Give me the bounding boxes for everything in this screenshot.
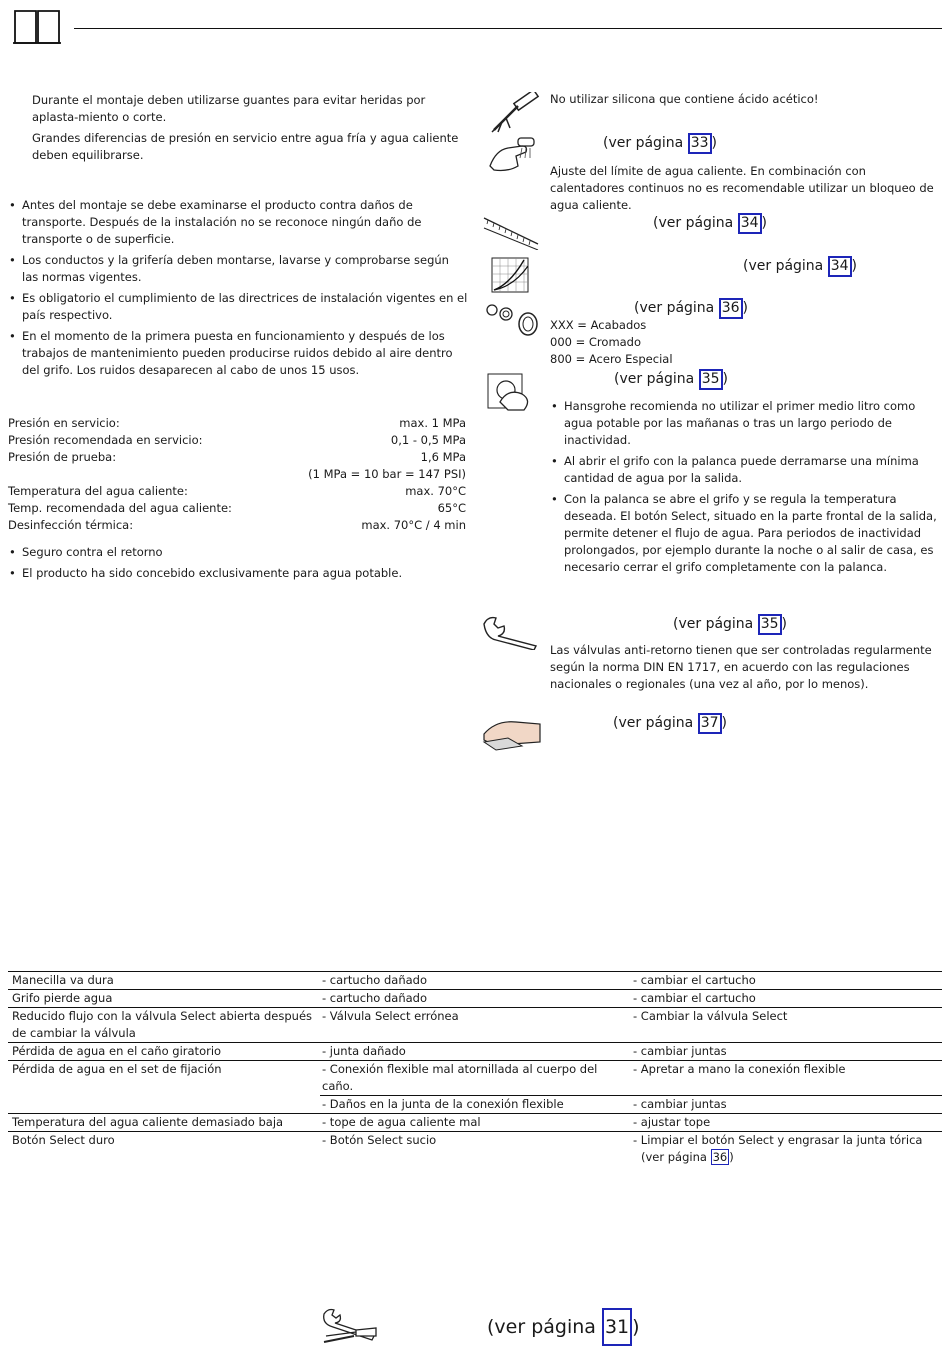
problem-cell: Reducido flujo con la válvula Select abierta después de cambiar la válvula — [12, 1009, 313, 1040]
list-item: • Es obligatorio el cumplimiento de las directrices de instalación vigentes en el país respectivo. — [8, 290, 468, 324]
finish-code: 800 = Acero Especial — [550, 352, 673, 366]
table-row — [8, 1008, 942, 1043]
spec-label: Temp. recomendada del agua caliente: — [8, 501, 232, 515]
problem-cell: Pérdida de agua en el set de fijación — [12, 1062, 222, 1076]
page-reference[interactable]: (ver página 34 ) — [743, 256, 857, 277]
remedy-cell: - ajustar tope — [633, 1115, 711, 1129]
page-reference[interactable]: (ver página 31 ) — [487, 1308, 640, 1346]
table-row — [8, 1132, 942, 1166]
spec-value: 1,6 MPa — [420, 450, 466, 464]
cause-cell: - cartucho dañado — [322, 991, 428, 1005]
finish-code: 000 = Cromado — [550, 335, 642, 349]
list-item: • En el momento de la primera puesta en funcionamiento y después de los trabajos de mantenimiento pueden producirse ruidos debido al aire dentro del grifo. Los ruidos desaparecen al cabo de unos 15 usos. — [8, 328, 468, 379]
page-number[interactable]: 35 — [699, 369, 723, 390]
spec-value: (1 MPa = 10 bar = 147 PSI) — [308, 467, 466, 481]
wrench-icon — [482, 614, 542, 650]
problem-cell: Manecilla va dura — [12, 973, 114, 987]
list-item: • Hansgrohe recomienda no utilizar el primer medio litro como agua potable por las mañanas o tras un largo periodo de inactividad. — [550, 398, 942, 449]
silicone-warning: No utilizar silicona que contiene ácido acético! — [550, 92, 819, 106]
table-row — [8, 1043, 942, 1061]
cleaning-hand-icon — [482, 712, 542, 752]
troubleshooting-table — [8, 971, 942, 1166]
table-row — [8, 972, 942, 990]
page-number[interactable]: 36 — [719, 298, 743, 319]
page-number[interactable]: 37 — [698, 713, 722, 734]
spec-row — [8, 449, 466, 466]
table-row — [8, 1061, 942, 1114]
page-reference[interactable]: (ver página 37 ) — [613, 713, 727, 734]
installation-notes — [8, 197, 468, 383]
header-rule — [74, 28, 942, 29]
cause-cell: - junta dañado — [322, 1044, 406, 1058]
remedy-cell — [631, 1132, 942, 1166]
remedy-cell: - cambiar el cartucho — [633, 973, 756, 987]
page-number[interactable]: 33 — [688, 133, 712, 154]
table-row — [8, 1114, 942, 1132]
page-number[interactable]: 34 — [738, 213, 762, 234]
hot-limit-text: Ajuste del límite de agua caliente. En combinación con calentadores continuos no es recomendable utilizar un bloqueo de agua caliente. — [550, 164, 934, 212]
product-notes — [8, 544, 468, 586]
spec-row — [8, 500, 466, 517]
list-item: • Antes del montaje se debe examinarse el producto contra daños de transporte. Después de la instalación no se reconoce ningún daño de transporte o de superficie. — [8, 197, 468, 248]
hand-shower-icon — [488, 136, 538, 174]
cause-cell: - tope de agua caliente mal — [322, 1115, 481, 1129]
cause-cell: - cartucho dañado — [322, 973, 428, 987]
tools-icon — [320, 1306, 380, 1348]
page-reference[interactable]: (ver página 36 ) — [634, 298, 748, 319]
spec-row — [8, 415, 466, 432]
list-item: • Con la palanca se abre el grifo y se regula la temperatura deseada. El botón Select, situado en la parte frontal de la salida, permite detener el flujo de agua. Para periodos de inactividad prolongados, por ejemplo durante la noche o al salir de casa, es necesario cerrar el grifo completamente con la palanca. — [550, 491, 942, 576]
spec-label: Presión recomendada en servicio: — [8, 433, 203, 447]
operation-notes — [550, 398, 942, 580]
remedy-cell: - cambiar juntas — [633, 1044, 727, 1058]
page-reference[interactable]: (ver página 33 ) — [603, 133, 717, 154]
caulking-gun-icon — [488, 92, 544, 134]
finish-codes — [550, 317, 942, 368]
spec-label: Desinfección térmica: — [8, 518, 134, 532]
spec-row — [8, 466, 466, 483]
list-item: • Seguro contra el retorno — [8, 544, 468, 561]
cause-cell: - Válvula Select errónea — [322, 1009, 459, 1023]
spec-label: Presión de prueba: — [8, 450, 117, 464]
spec-label: Temperatura del agua caliente: — [8, 484, 188, 498]
page-number[interactable]: 35 — [758, 614, 782, 635]
safety-paragraph: Durante el montaje deben utilizarse guantes para evitar heridas por aplasta-miento o corte. — [32, 93, 426, 124]
finish-code: XXX = Acabados — [550, 318, 647, 332]
remedy-cell: - Apretar a mano la conexión flexible — [633, 1062, 846, 1076]
spec-label: Presión en servicio: — [8, 416, 120, 430]
problem-cell: Botón Select duro — [12, 1133, 115, 1147]
spec-value: 0,1 - 0,5 MPa — [390, 433, 466, 447]
remedy-text: - Limpiar el botón Select y engrasar la junta tórica — [633, 1133, 923, 1147]
page-number[interactable]: 36 — [712, 1150, 728, 1164]
problem-cell: Pérdida de agua en el caño giratorio — [12, 1044, 222, 1058]
list-item: • Al abrir el grifo con la palanca puede derramarse una mínima cantidad de agua por la salida. — [550, 453, 942, 487]
page-reference[interactable]: (ver página 35 ) — [614, 369, 728, 390]
hand-lever-icon — [486, 372, 538, 412]
flow-diagram-icon — [490, 256, 532, 296]
cause-cell: - Daños en la junta de la conexión flexible — [322, 1097, 564, 1111]
remedy-cell: - cambiar el cartucho — [633, 991, 756, 1005]
page-number[interactable]: 34 — [828, 256, 852, 277]
technical-data — [8, 415, 466, 534]
spec-value: max. 70°C / 4 min — [361, 518, 466, 532]
spec-value: max. 1 MPa — [399, 416, 466, 430]
ruler-dimensions-icon — [482, 214, 540, 250]
list-item: • Los conductos y la grifería deben montarse, lavarse y comprobarse según las normas vigentes. — [8, 252, 468, 286]
problem-cell: Grifo pierde agua — [12, 991, 113, 1005]
cause-cell: - Conexión flexible mal atornillada al cuerpo del caño. — [322, 1062, 598, 1093]
remedy-cell: - Cambiar la válvula Select — [633, 1009, 788, 1023]
spec-value: 65°C — [437, 501, 466, 515]
spec-row — [8, 432, 466, 449]
page-reference[interactable]: (ver página 35 ) — [673, 614, 787, 635]
cause-cell: - Botón Select sucio — [322, 1133, 437, 1147]
table-row — [8, 990, 942, 1008]
spare-parts-icon — [484, 298, 542, 338]
spec-row — [8, 483, 466, 500]
page-reference[interactable]: (ver página 36 ) — [641, 1150, 734, 1164]
safety-notes — [32, 92, 462, 168]
book-icon — [12, 8, 62, 46]
spec-value: max. 70°C — [405, 484, 466, 498]
safety-paragraph: Grandes diferencias de presión en servicio entre agua fría y agua caliente deben equilibrarse. — [32, 131, 459, 162]
page-reference[interactable]: (ver página 34 ) — [653, 213, 767, 234]
problem-cell: Temperatura del agua caliente demasiado baja — [12, 1115, 284, 1129]
maintenance-text: Las válvulas anti-retorno tienen que ser controladas regularmente según la norma DIN EN 1717, en acuerdo con las regulaciones nacionales o regionales (una vez al año, por lo menos). — [550, 643, 932, 691]
page-number[interactable]: 31 — [602, 1308, 632, 1346]
list-item: • El producto ha sido concebido exclusivamente para agua potable. — [8, 565, 468, 582]
spec-row — [8, 517, 466, 534]
remedy-cell: - cambiar juntas — [633, 1097, 727, 1111]
